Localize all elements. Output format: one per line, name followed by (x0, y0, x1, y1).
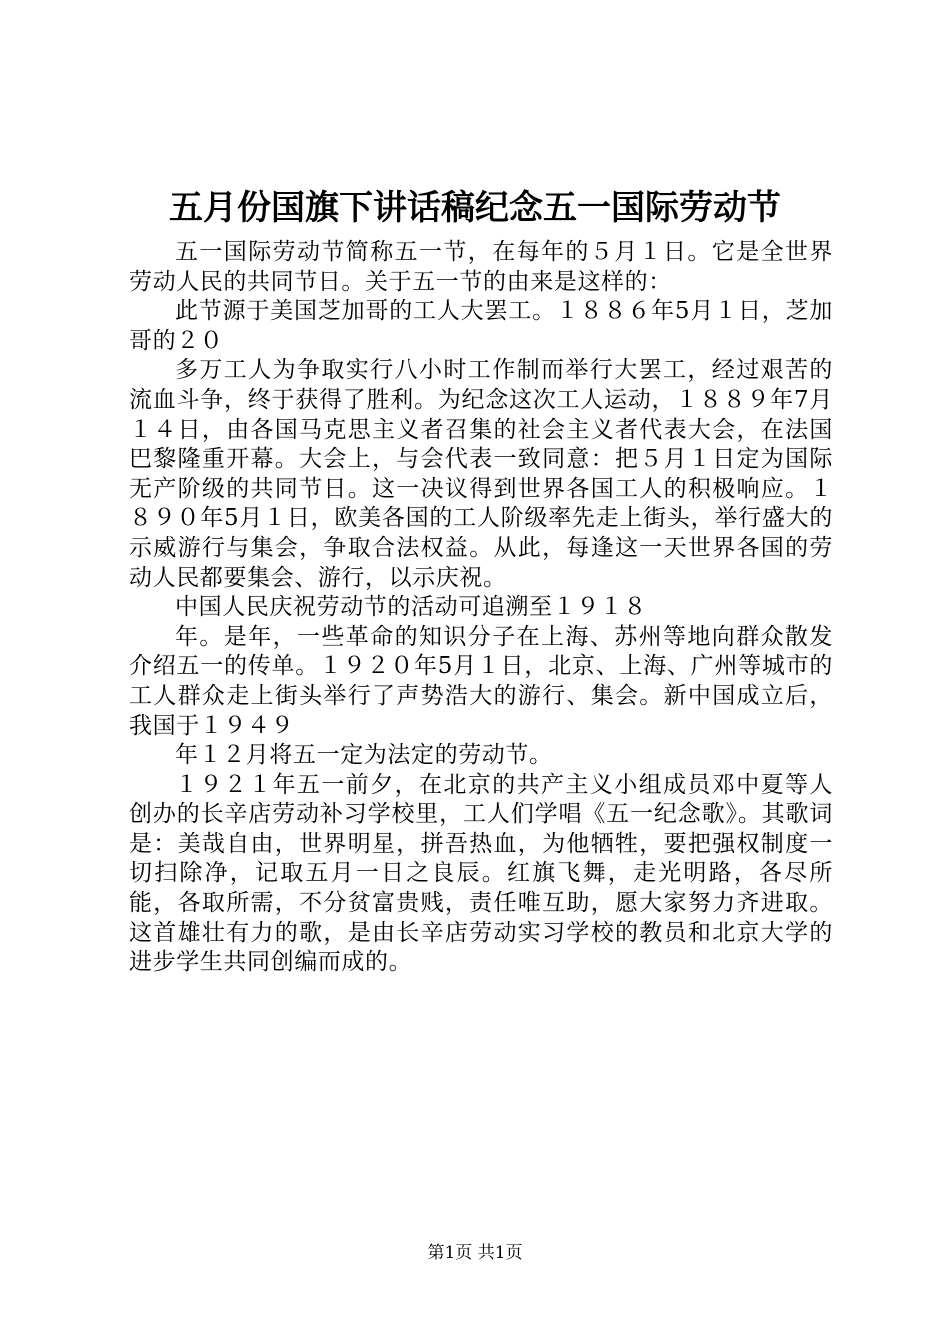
paragraph: 年。是年，一些革命的知识分子在上海、苏州等地向群众散发介绍五一的传单。１９２０年5月１日，北京、上海、广州等城市的工人群众走上街头举行了声势浩大的游行、集会。新中国成立后，我国于１９４９ (129, 623, 833, 739)
paragraph: 中国人民庆祝劳动节的活动可追溯至１９１８ (175, 594, 647, 621)
paragraph: 五一国际劳动节简称五一节，在每年的５月１日。它是全世界劳动人民的共同节日。关于五一节的由来是这样的： (129, 239, 833, 295)
document-title: 五月份国旗下讲话稿纪念五一国际劳动节 (169, 188, 781, 228)
paragraph: 年１２月将五一定为法定的劳动节。 (175, 742, 553, 769)
paragraph: 多万工人为争取实行八小时工作制而举行大罢工，经过艰苦的流血斗争，终于获得了胜利。为纪念这次工人运动，１８８９年7月１４日，由各国马克思主义者召集的社会主义者代表大会，在法国巴黎隆重开幕。大会上，与会代表一致同意：把５月１日定为国际无产阶级的共同节日。这一决议得到世界各国工人的积极响应。１８９０年5月１日，欧美各国的工人阶级率先走上街头，举行盛大的示威游行与集会，争取合法权益。从此，每逢这一天世界各国的劳动人民都要集会、游行，以示庆祝。 (129, 357, 833, 591)
paragraph: 此节源于美国芝加哥的工人大罢工。１８８６年5月１日，芝加哥的２０ (129, 298, 833, 354)
page-footer: 第1页 共1页 (427, 1243, 523, 1263)
document-body (129, 238, 833, 978)
paragraph: １９２１年五一前夕，在北京的共产主义小组成员邓中夏等人创办的长辛店劳动补习学校里，工人们学唱《五一纪念歌》。其歌词是：美哉自由，世界明星，拼吾热血，为他牺牲，要把强权制度一切扫除净，记取五月一日之良辰。红旗飞舞，走光明路，各尽所能，各取所需，不分贫富贵贱，责任唯互助，愿大家努力齐进取。这首雄壮有力的歌，是由长辛店劳动实习学校的教员和北京大学的进步学生共同创编而成的。 (129, 771, 833, 976)
